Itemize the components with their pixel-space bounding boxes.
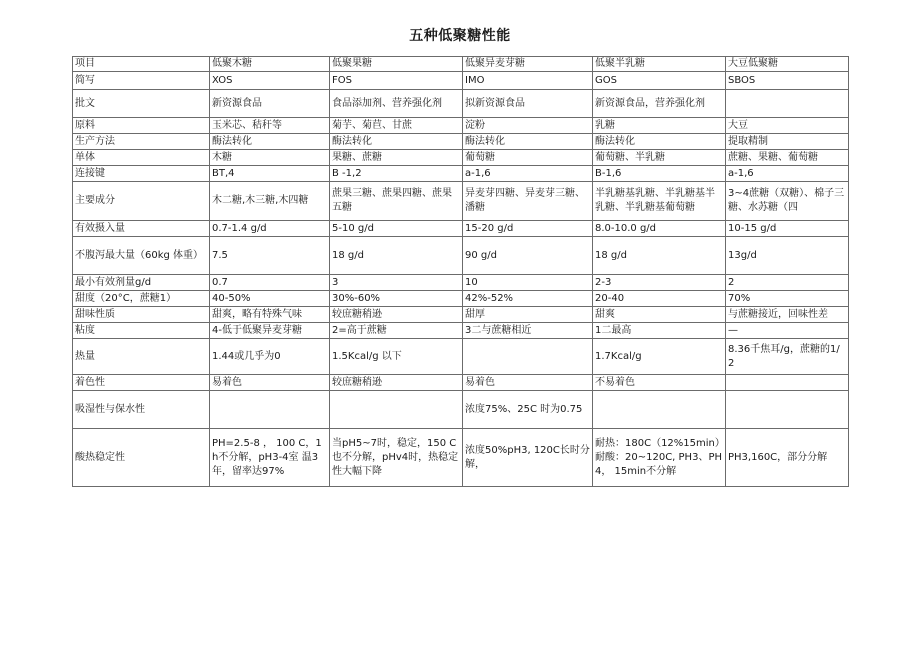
table-cell: 耐热：180C（12%15min）耐酸：20~120C, PH3、PH4， 15min不分解 — [593, 429, 726, 487]
table-cell: 葡萄糖、半乳糖 — [593, 150, 726, 166]
table-cell: 葡萄糖 — [463, 150, 593, 166]
table-cell: 5-10 g/d — [330, 221, 463, 237]
table-cell: 30%-60% — [330, 291, 463, 307]
table-cell: SBOS — [726, 72, 849, 90]
table-cell: 1二最高 — [593, 323, 726, 339]
table-row — [73, 182, 849, 221]
row-label-cell: 原料 — [73, 118, 210, 134]
table-row — [73, 307, 849, 323]
table-cell: 甜爽 — [593, 307, 726, 323]
table-cell: 大豆 — [726, 118, 849, 134]
table-cell: 酶法转化 — [593, 134, 726, 150]
row-label-cell: 着色性 — [73, 375, 210, 391]
row-label-cell: 酸热稳定性 — [73, 429, 210, 487]
row-label-cell: 批文 — [73, 90, 210, 118]
row-label-cell: 不腹泻最大量（60kg 体重） — [73, 237, 210, 275]
table-cell — [726, 375, 849, 391]
table-cell: 玉米芯、秸秆等 — [210, 118, 330, 134]
table-cell: 易着色 — [463, 375, 593, 391]
table-cell: 果糖、蔗糖 — [330, 150, 463, 166]
table-cell: a-1,6 — [463, 166, 593, 182]
row-label-cell: 主要成分 — [73, 182, 210, 221]
table-cell: 酶法转化 — [210, 134, 330, 150]
table-cell: 2-3 — [593, 275, 726, 291]
table-row — [73, 323, 849, 339]
table-cell: 4-低于低聚异麦芽糖 — [210, 323, 330, 339]
table-cell: a-1,6 — [726, 166, 849, 182]
page-title: 五种低聚糖性能 — [409, 28, 511, 44]
table-cell: 2=高于蔗糖 — [330, 323, 463, 339]
table-cell: 异麦芽四糖、异麦芽三糖、潘糖 — [463, 182, 593, 221]
table-cell: 浓度75%、25C 时为0.75 — [463, 391, 593, 429]
table-cell: 3二与蔗糖相近 — [463, 323, 593, 339]
header-cell: 低聚木糖 — [210, 57, 330, 72]
table-cell: 食品添加剂、营养强化剂 — [330, 90, 463, 118]
table-cell: 0.7-1.4 g/d — [210, 221, 330, 237]
table-cell: 新资源食品 — [210, 90, 330, 118]
table-cell: 40-50% — [210, 291, 330, 307]
row-label-cell: 单体 — [73, 150, 210, 166]
table-cell: 0.7 — [210, 275, 330, 291]
table-cell — [726, 391, 849, 429]
table-cell: 拟新资源食品 — [463, 90, 593, 118]
table-cell: 较庶糖稍逊 — [330, 375, 463, 391]
table-cell: 1.44或几乎为0 — [210, 339, 330, 375]
table-cell: PH3,160C，部分分解 — [726, 429, 849, 487]
table-cell: 70% — [726, 291, 849, 307]
table-row — [73, 166, 849, 182]
row-label-cell: 连接键 — [73, 166, 210, 182]
row-label-cell: 甜度（20°C，蔗糖1） — [73, 291, 210, 307]
table-cell: 蔗糖、果糖、葡萄糖 — [726, 150, 849, 166]
table-cell: 与蔗糖接近，回味性差 — [726, 307, 849, 323]
performance-table — [72, 56, 849, 487]
table-cell: 甜厚 — [463, 307, 593, 323]
row-label-cell: 简写 — [73, 72, 210, 90]
row-label-cell: 热量 — [73, 339, 210, 375]
table-row — [73, 90, 849, 118]
table-cell: 提取精制 — [726, 134, 849, 150]
table-cell: 90 g/d — [463, 237, 593, 275]
table-cell: 10 — [463, 275, 593, 291]
table-cell: 浓度50%pH3, 120C长时分解， — [463, 429, 593, 487]
table-cell: 18 g/d — [593, 237, 726, 275]
table-cell: 18 g/d — [330, 237, 463, 275]
table-row — [73, 291, 849, 307]
table-cell: 1.5Kcal/g 以下 — [330, 339, 463, 375]
table-cell: 酶法转化 — [463, 134, 593, 150]
header-cell: 低聚半乳糖 — [593, 57, 726, 72]
table-cell: 3~4蔗糖（双糖）、棉子三糖、水苏糖（四 — [726, 182, 849, 221]
table-cell: 甜爽，略有特殊气味 — [210, 307, 330, 323]
table-row — [73, 429, 849, 487]
table-cell: 较庶糖稍逊 — [330, 307, 463, 323]
table-cell: XOS — [210, 72, 330, 90]
table-cell: 当pH5~7时，稳定，150 C也不分解，pHv4时，热稳定性大幅下降 — [330, 429, 463, 487]
row-label-cell: 生产方法 — [73, 134, 210, 150]
table-header-row — [73, 57, 849, 72]
table-cell: 木二糖,木三糖,木四糖 — [210, 182, 330, 221]
table-cell: BT,4 — [210, 166, 330, 182]
row-label-cell: 粘度 — [73, 323, 210, 339]
table-cell: 10-15 g/d — [726, 221, 849, 237]
table-row — [73, 275, 849, 291]
table-cell: FOS — [330, 72, 463, 90]
table-cell: B -1,2 — [330, 166, 463, 182]
table-cell: 8.0-10.0 g/d — [593, 221, 726, 237]
table-cell: 15-20 g/d — [463, 221, 593, 237]
table-cell — [330, 391, 463, 429]
table-cell: 半乳糖基乳糖、半乳糖基半乳糖、半乳糖基葡萄糖 — [593, 182, 726, 221]
table-cell: 2 — [726, 275, 849, 291]
table-cell — [463, 339, 593, 375]
table-cell: 1.7Kcal/g — [593, 339, 726, 375]
table-cell: 不易着色 — [593, 375, 726, 391]
table-row — [73, 72, 849, 90]
table-cell — [726, 90, 849, 118]
header-cell: 低聚果糖 — [330, 57, 463, 72]
table-row — [73, 150, 849, 166]
header-cell: 低聚异麦芽糖 — [463, 57, 593, 72]
row-label-cell: 最小有效剂量g/d — [73, 275, 210, 291]
table-row — [73, 134, 849, 150]
table-cell: — — [726, 323, 849, 339]
table-cell: GOS — [593, 72, 726, 90]
row-label-cell: 甜味性质 — [73, 307, 210, 323]
table-cell: 8.36千焦耳/g，蔗糖的1/2 — [726, 339, 849, 375]
table-cell: 13g/d — [726, 237, 849, 275]
table-cell: 42%-52% — [463, 291, 593, 307]
table-cell: IMO — [463, 72, 593, 90]
table-cell: 淀粉 — [463, 118, 593, 134]
table-row — [73, 237, 849, 275]
header-cell: 项目 — [73, 57, 210, 72]
table-row — [73, 118, 849, 134]
table-row — [73, 375, 849, 391]
table-cell — [593, 391, 726, 429]
row-label-cell: 有效摄入量 — [73, 221, 210, 237]
table-row — [73, 339, 849, 375]
table-cell: 菊芋、菊苣、甘蔗 — [330, 118, 463, 134]
table-cell: 木糖 — [210, 150, 330, 166]
table-cell: 蔗果三糖、蔗果四糖、蔗果五糖 — [330, 182, 463, 221]
table-cell: B-1,6 — [593, 166, 726, 182]
table-cell: 3 — [330, 275, 463, 291]
table-cell: 易着色 — [210, 375, 330, 391]
table-cell: 乳糖 — [593, 118, 726, 134]
header-cell: 大豆低聚糖 — [726, 57, 849, 72]
table-cell: 新资源食品，营养强化剂 — [593, 90, 726, 118]
table-cell: PH=2.5-8 ， 100 C，1h不分解，pH3-4室 温3年，留率达97% — [210, 429, 330, 487]
row-label-cell: 吸湿性与保水性 — [73, 391, 210, 429]
table-row — [73, 221, 849, 237]
table-cell — [210, 391, 330, 429]
table-cell: 7.5 — [210, 237, 330, 275]
table-cell: 酶法转化 — [330, 134, 463, 150]
table-cell: 20-40 — [593, 291, 726, 307]
table-row — [73, 391, 849, 429]
